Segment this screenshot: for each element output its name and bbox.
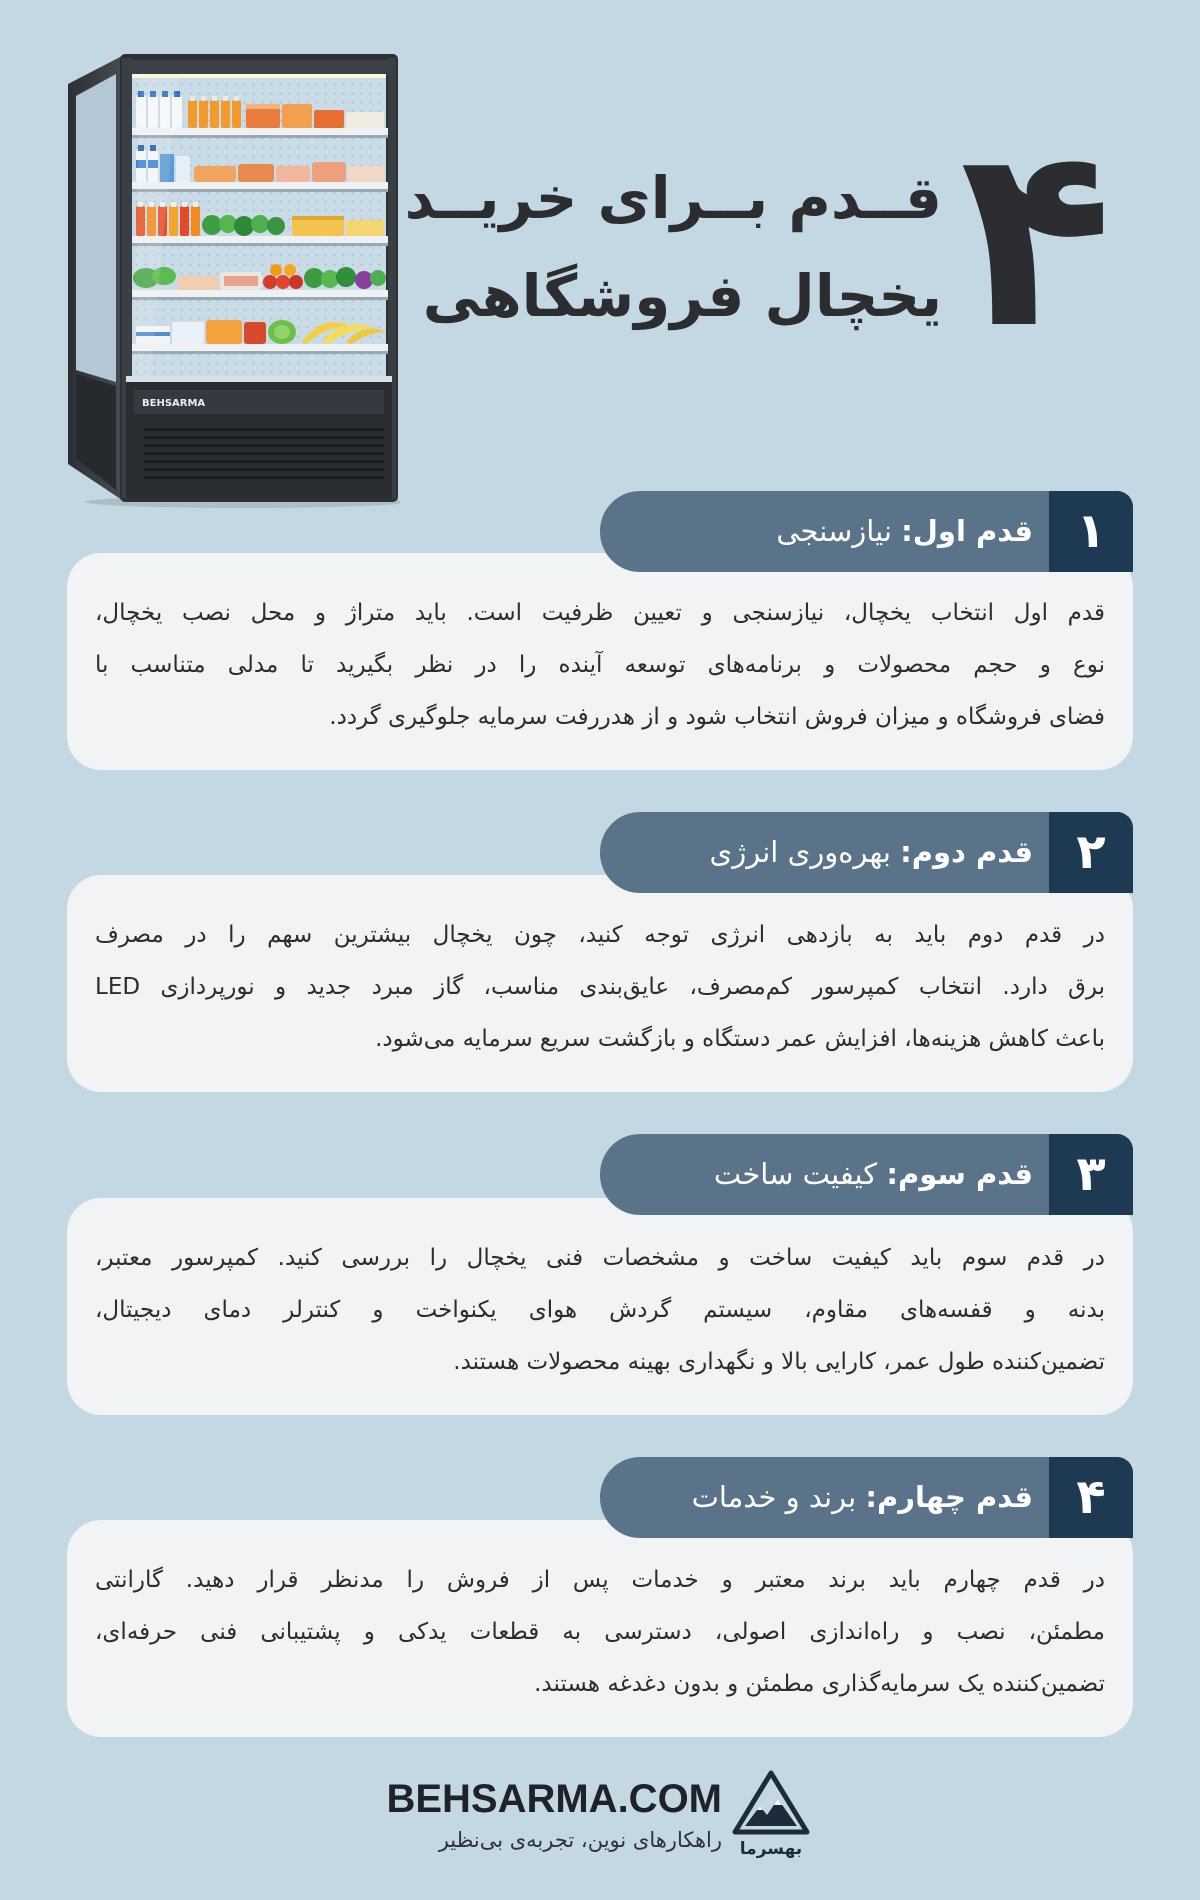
step-4-text-line: در قدم چهارم باید برند معتبر و خدمات پس از فروش را مدنظر قرار دهید. گارانتی	[95, 1567, 1105, 1593]
step-3-number-badge: ۳	[1049, 1134, 1133, 1215]
step-1-number-badge: ۱	[1049, 491, 1133, 572]
step-3-text-line: در قدم سوم باید کیفیت ساخت و مشخصات فنی یخچال را بررسی کنید. کمپرسور معتبر،	[95, 1245, 1105, 1271]
step-2-title-subject: بهره‌وری انرژی	[709, 835, 891, 869]
step-1-card	[67, 553, 1133, 770]
step-1-header-tab	[600, 491, 1133, 572]
step-2-number-badge: ۲	[1049, 812, 1133, 893]
step-4-number-badge: ۴	[1049, 1457, 1133, 1538]
logo-wordmark: بهسرما	[739, 1839, 803, 1859]
step-1-text-line: نوع و حجم محصولات و برنامه‌های توسعه آینده را در نظر بگیرید تا مدلی متناسب با	[95, 652, 1105, 678]
step-3-title-subject: کیفیت ساخت	[713, 1157, 878, 1191]
step-4-title-subject: برند و خدمات	[691, 1480, 857, 1514]
step-4-title-label: قدم چهارم:	[865, 1480, 1033, 1514]
step-2-text-line: باعث کاهش هزینه‌ها، افزایش عمر دستگاه و بازگشت سریع سرمایه می‌شود.	[375, 1026, 1105, 1052]
step-2-header-tab	[600, 812, 1133, 893]
title-number: ۴	[959, 92, 1113, 383]
mountain-logo-icon	[730, 1768, 812, 1860]
step-3-text-line: بدنه و قفسه‌های مقاوم، سیستم گردش هوای یکنواخت و کنترلر دمای دیجیتال،	[95, 1297, 1105, 1323]
step-1-title	[776, 491, 1033, 572]
step-2-title-label: قدم دوم:	[900, 835, 1033, 869]
fridge-base	[126, 382, 392, 498]
step-4-card	[67, 1520, 1133, 1737]
step-4-text-line: مطمئن، نصب و راه‌اندازی اصولی، دسترسی به قطعات یدکی و پشتیبانی فنی حرفه‌ای،	[95, 1619, 1105, 1645]
step-1-text-line: قدم اول انتخاب یخچال، نیازسنجی و تعیین ظرفیت است. باید متراژ و محل نصب یخچال،	[95, 600, 1105, 626]
step-4-title	[692, 1457, 1033, 1538]
step-3-header-tab	[600, 1134, 1133, 1215]
step-1-title-label: قدم اول:	[901, 514, 1033, 548]
step-4-text-line: تضمین‌کننده یک سرمایه‌گذاری مطمئن و بدون دغدغه هستند.	[534, 1671, 1105, 1697]
step-3-title-label: قدم سوم:	[886, 1157, 1033, 1191]
step-2-text-line: در قدم دوم باید به بازدهی انرژی توجه کنید، چون یخچال بیشترین سهم را در مصرف	[95, 922, 1105, 948]
step-3-card	[67, 1198, 1133, 1415]
step-3-text-line: تضمین‌کننده طول عمر، کارایی بالا و نگهداری بهینه محصولات هستند.	[453, 1349, 1105, 1375]
step-1-title-subject: نیازسنجی	[776, 514, 892, 548]
footer-website: BEHSARMA.COM	[386, 1777, 722, 1821]
step-2-text-line: برق دارد. انتخاب کمپرسور کم‌مصرف، عایق‌بندی مناسب، گاز مبرد جدید و نورپردازی LED	[95, 974, 1105, 1000]
step-4-header-tab	[600, 1457, 1133, 1538]
step-1-text-line: فضای فروشگاه و میزان فروش انتخاب شود و از هدررفت سرمایه جلوگیری گردد.	[329, 704, 1105, 730]
display-fridge-illustration	[60, 44, 400, 509]
step-2-card	[67, 875, 1133, 1092]
title-line-1: قــدم بــرای خریــد	[404, 164, 942, 232]
footer-tagline: راهکارهای نوین، تجربه‌ی بی‌نظیر	[438, 1828, 722, 1852]
step-2-title	[710, 812, 1033, 893]
step-3-title	[714, 1134, 1033, 1215]
fridge-brand-label: BEHSARMA	[142, 398, 206, 409]
fridge-side-panel	[68, 56, 122, 500]
title-line-2: یخچال فروشگاهی	[422, 262, 942, 330]
